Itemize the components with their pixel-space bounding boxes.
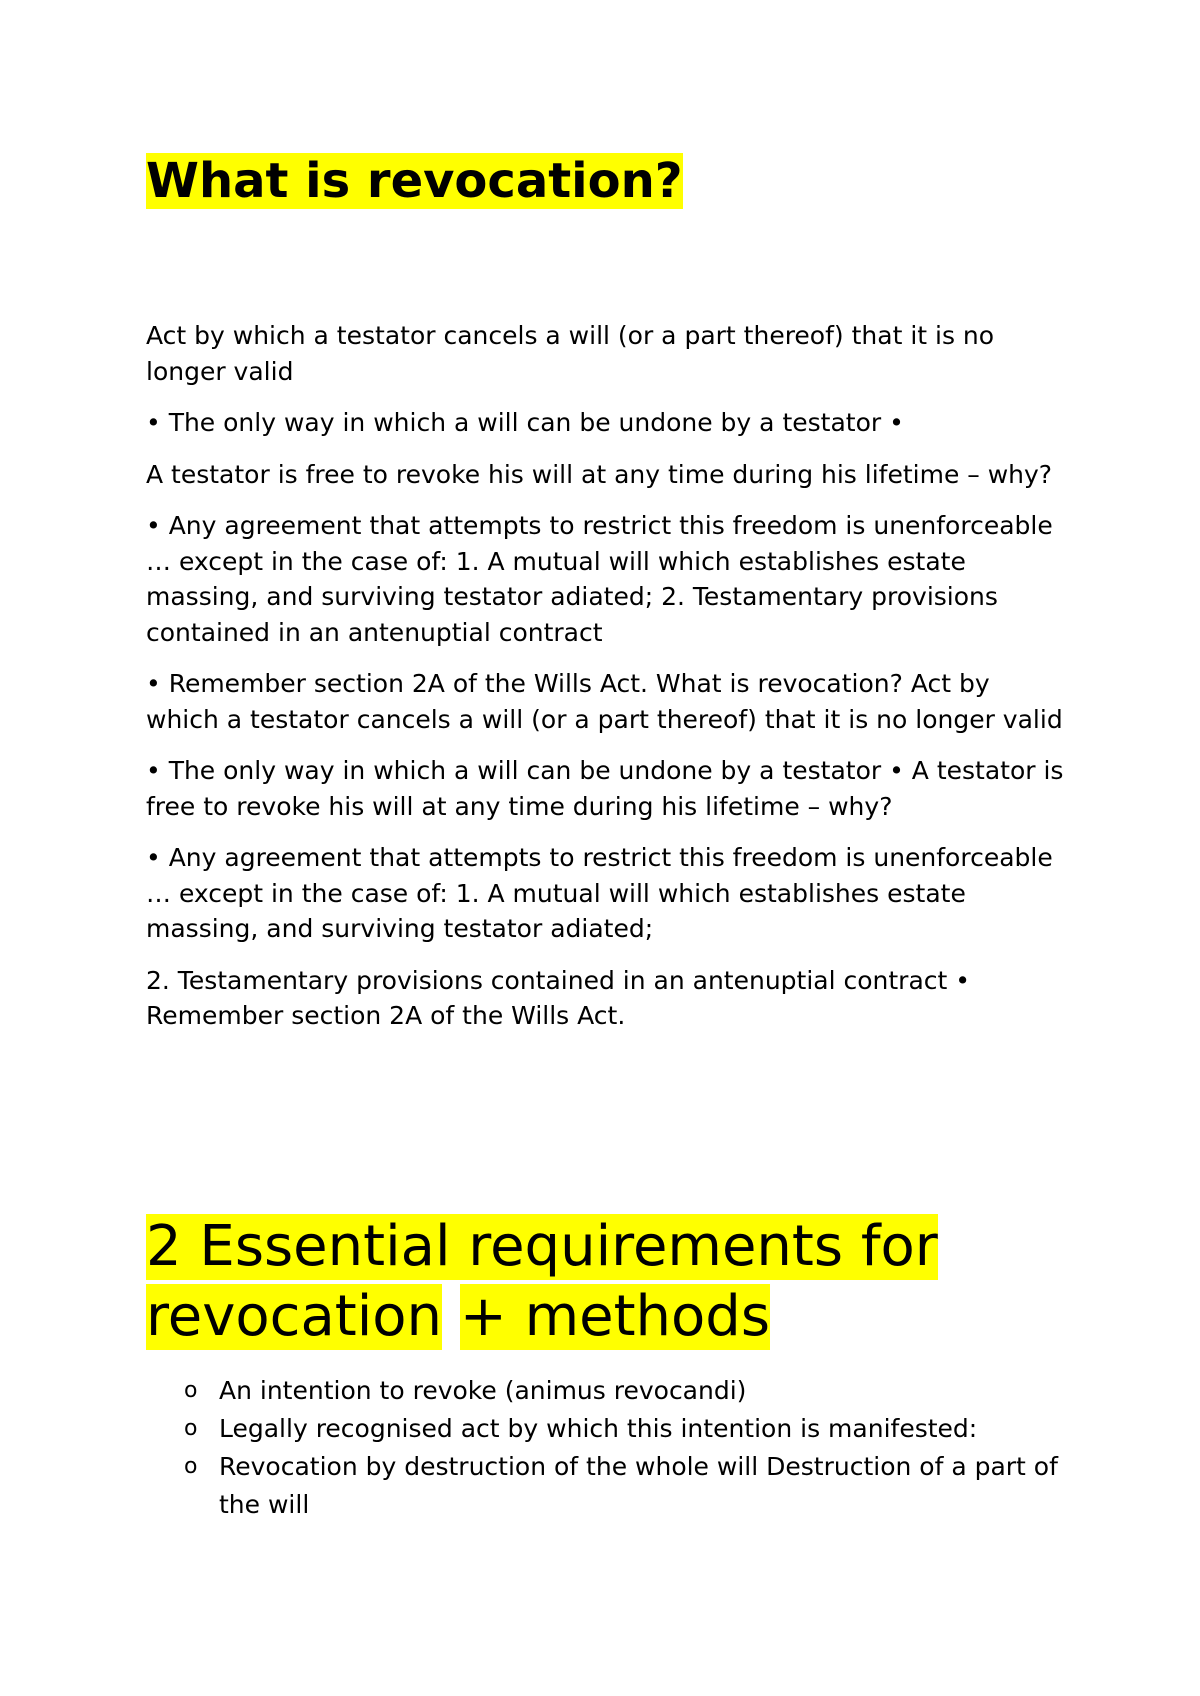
heading2-line2-part2: + methods (459, 1284, 771, 1349)
paragraph: • The only way in which a will can be undone by a testator • (146, 408, 904, 437)
circle-bullet-icon: o (184, 1454, 198, 1479)
paragraph: Act by which a testator cancels a will (or a part thereof) that it is no longer valid (146, 321, 995, 386)
list-item (146, 1372, 1066, 1410)
body-text (146, 318, 1066, 1050)
circle-bullet-icon: o (184, 1378, 198, 1403)
paragraph: • The only way in which a will can be undone by a testator • A testator is free to revoke his will at any time during his lifetime – why? (146, 756, 1064, 821)
list-item (146, 1410, 1066, 1448)
list-item (146, 1448, 1066, 1524)
paragraph: • Remember section 2A of the Wills Act. What is revocation? Act by which a testator cancels a will (or a part thereof) that it is no longer valid (146, 669, 1063, 734)
paragraph: • Any agreement that attempts to restrict this freedom is unenforceable … except in the case of: 1. A mutual will which establishes estate massing, and surviving testator adiated; (146, 843, 1053, 943)
heading1-text: What is revocation? (146, 153, 683, 209)
list-item-text: An intention to revoke (animus revocandi) (219, 1376, 747, 1405)
heading-essential-requirements (146, 1212, 1046, 1352)
heading-what-is-revocation (146, 148, 683, 214)
paragraph: A testator is free to revoke his will at any time during his lifetime – why? (146, 459, 1053, 489)
paragraph: 2. Testamentary provisions contained in an antenuptial contract • Remember section 2A of the Wills Act. (146, 965, 971, 1030)
heading2-line1: 2 Essential requirements for (146, 1214, 938, 1279)
paragraph: • Any agreement that attempts to restrict this freedom is unenforceable … except in the case of: 1. A mutual will which establishes estate massing, and surviving testator adiated; 2. Testamentary provisions contained in an antenuptial contract (146, 511, 1053, 647)
heading2-line2-part1: revocation (146, 1284, 443, 1349)
list-item-text: Revocation by destruction of the whole will Destruction of a part of the will (219, 1452, 1058, 1519)
list-item-text: Legally recognised act by which this intention is manifested: (219, 1414, 978, 1443)
requirements-list (146, 1372, 1066, 1524)
circle-bullet-icon: o (184, 1416, 198, 1441)
